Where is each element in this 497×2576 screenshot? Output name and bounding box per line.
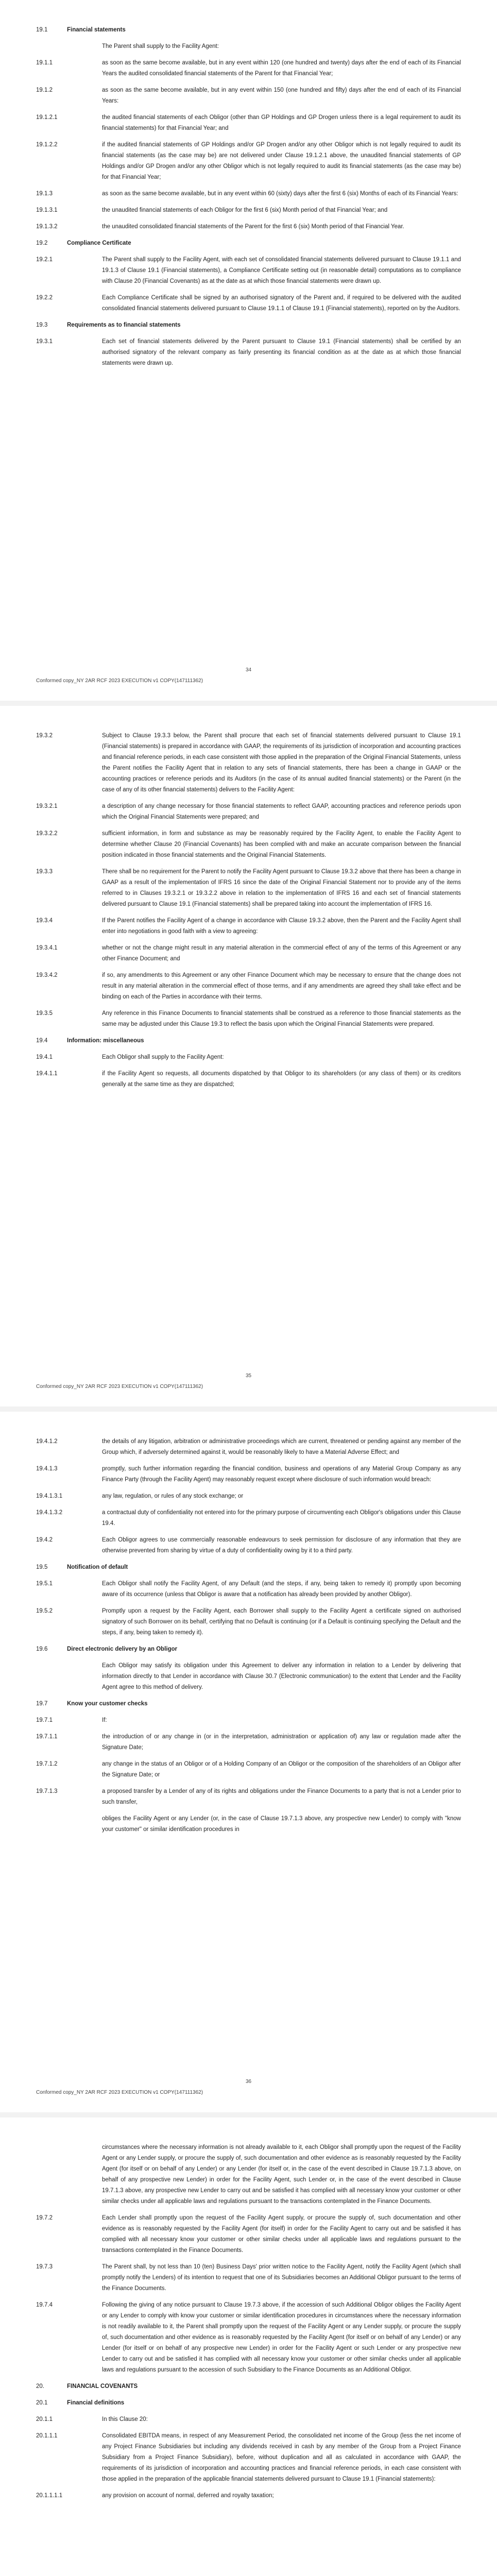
document-page xyxy=(0,2117,497,2576)
heading-text: Information: miscellaneous xyxy=(67,1038,144,1044)
clause-number xyxy=(36,1660,102,1693)
clause-number: 19.7.1.3 xyxy=(36,1788,58,1794)
page-footer xyxy=(36,665,461,686)
clause-number: 19.1.3 xyxy=(36,191,53,197)
clause-paragraph xyxy=(36,1606,461,1638)
clause-number: 19.1.3.2 xyxy=(36,224,58,230)
clause-paragraph xyxy=(36,336,461,369)
clause-paragraph xyxy=(36,801,461,823)
clause-paragraph xyxy=(36,731,461,795)
clause-number: 20.1.1.1 xyxy=(36,2433,58,2439)
document-page xyxy=(0,0,497,701)
clause-number: 19.4.1.1 xyxy=(36,1071,58,1077)
clause-number: 19.3.4 xyxy=(36,918,53,924)
clause-paragraph xyxy=(36,293,461,314)
clause-text: The Parent shall supply to the Facility Agent: xyxy=(102,43,219,49)
clause-number: 19.3.4.2 xyxy=(36,972,58,978)
clause-text: the details of any litigation, arbitration or administrative proceedings which are current, threatened or pending against any member of the Group which, if adversely determined against it, would be reasonably likely to have a Material Adverse Effect; and xyxy=(102,1438,461,1455)
clause-text: In this Clause 20: xyxy=(102,2416,148,2422)
heading-text: Compliance Certificate xyxy=(67,240,131,246)
clause-text: if the Facility Agent so requests, all documents dispatched by that Obligor to its shareholders (or any class of them) or its creditors generally at the same time as they are dispatched; xyxy=(102,1071,461,1088)
heading-text: Financial definitions xyxy=(67,2400,125,2406)
clause-paragraph xyxy=(36,2262,461,2294)
clause-text: promptly, such further information regarding the financial condition, business and operations of any Material Group Company as any Finance Party (through the Facility Agent) may reasonably request except where disclosure of such information would breach: xyxy=(102,1466,461,1483)
clause-number xyxy=(36,1814,102,1835)
clause-number: 19.7.3 xyxy=(36,2264,53,2270)
document-page xyxy=(0,706,497,1406)
clause-text: Each Obligor may satisfy its obligation under this Agreement to deliver any information in relation to a Lender by delivering that information directly to that Lender in accordance with Clause 30.7 (Electronic communication) to the extent that Lender and the Facility Agent agree to this method of delivery. xyxy=(102,1663,461,1690)
clause-number: 19.7.4 xyxy=(36,2302,53,2308)
clause-text: a description of any change necessary for those financial statements to reflect GAAP, accounting practices and reference periods upon which the Original Financial Statements were prepared; and xyxy=(102,803,461,820)
clause-paragraph xyxy=(36,1535,461,1556)
clause-text: sufficient information, in form and substance as may be reasonably required by the Facility Agent, to enable the Facility Agent to determine whether Clause 20 (Financial Covenants) has been complied with and make an accurate comparison between the financial position indicated in those financial statements and the Original Financial Statements. xyxy=(102,831,461,858)
clause-text: the introduction of or any change in (or in the interpretation, administration or application of) any law or regulation made after the Signature Date; xyxy=(102,1734,461,1751)
clause-text: Any reference in this Finance Documents to financial statements shall be construed as a reference to those financial statements as the same may be adjusted under this Clause 19.3 to reflect the basis upon which the Original Financial Statements were prepared. xyxy=(102,1010,461,1027)
clause-number xyxy=(36,41,102,52)
clause-paragraph xyxy=(36,222,461,232)
clause-number: 19.5.1 xyxy=(36,1581,53,1587)
page-number: 35 xyxy=(245,1373,252,1379)
footer-reference: Conformed copy_NY 2AR RCF 2023 EXECUTION v1 COPY(147111362) xyxy=(36,2090,203,2095)
clause-number: 20. xyxy=(36,2383,44,2389)
clause-text: if the audited financial statements of GP Holdings and/or GP Drogen and/or any other Obligor which is not legally required to audit its financial statements (as the case may be) are not delivered under Clause 19.1.2.1 above, the unaudited financial statements of GP Holdings and/or GP Drogen and/or any other Obligor which is not legally required to audit its financial statements (as the case may be) for that Financial Year; xyxy=(102,142,461,180)
clause-text: a contractual duty of confidentiality not entered into for the primary purpose of circumventing each Obligor's obligations under this Clause 19.4. xyxy=(102,1510,461,1527)
clause-text: Each Lender shall promptly upon the request of the Facility Agent supply, or procure the supply of, such documentation and other evidence as is reasonably requested by the Facility Agent (for itself) in order for the Facility Agent to carry out and be satisfied it has complied with all necessary know your customer or other similar checks under all applicable laws and regulations pursuant to the transactions contemplated in the Finance Documents. xyxy=(102,2215,461,2253)
clause-text: if so, any amendments to this Agreement or any other Finance Document which may be necessary to ensure that the change does not result in any material alteration in the commercial effect of those terms, and if any amendments are agreed they shall take effect and be binding on each of the Parties in accordance with their terms. xyxy=(102,972,461,1000)
heading-text: Notification of default xyxy=(67,1564,128,1570)
clause-text: Each Obligor shall supply to the Facility Agent: xyxy=(102,1054,224,1060)
clause-text: Each Obligor shall notify the Facility Agent, of any Default (and the steps, if any, being taken to remedy it) promptly upon becoming aware of its occurrence (unless that Obligor is aware that a notification has already been provided by another Obligor). xyxy=(102,1581,461,1598)
clause-paragraph xyxy=(36,1814,461,1835)
clause-number: 19.4.1 xyxy=(36,1054,53,1060)
clause-paragraph xyxy=(36,2300,461,2376)
clause-text: as soon as the same become available, but in any event within 60 (sixty) days after the first 6 (six) Months of each of its Financial Years: xyxy=(102,191,458,197)
clause-number: 19.4.1.3.2 xyxy=(36,1510,63,1516)
page-number: 34 xyxy=(245,667,252,673)
clause-text: Each set of financial statements delivered by the Parent pursuant to Clause 19.1 (Financial statements) shall be certified by an authorised signatory of the relevant company as fairly presenting its financial condition as at the date as at which those financial statements were drawn up. xyxy=(102,338,461,366)
clause-number: 19.3.2 xyxy=(36,733,53,739)
clause-text: as soon as the same become available, but in any event within 150 (one hundred and fifty) days after the end of each of its Financial Years: xyxy=(102,87,461,104)
clause-number: 19.4.1.3.1 xyxy=(36,1493,63,1499)
clause-text: circumstances where the necessary information is not already available to it, each Obligor shall promptly upon the request of the Facility Agent or any Lender supply, or procure the supply of, such documentation and other evidence as is reasonably requested by the Facility Agent (for itself or on behalf of any Lender) or any Lender (for itself or, in the case of the event described in Clause 19.7.1.3 above, on behalf of any prospective new Lender) in order for the Facility Agent, such Lender or, in the case of the event described in Clause 19.7.1.3 above, any prospective new Lender to carry out and be satisfied it has complied with all necessary know your customer or other similar checks under all applicable laws and regulations pursuant to the transactions contemplated in the Finance Documents. xyxy=(102,2144,461,2205)
clause-number: 19.2.1 xyxy=(36,257,53,263)
clause-paragraph xyxy=(36,1436,461,1458)
heading-text: FINANCIAL COVENANTS xyxy=(67,2383,138,2389)
clause-text: the unaudited consolidated financial statements of the Parent for the first 6 (six) Month period of that Financial Year. xyxy=(102,224,404,230)
page-number: 36 xyxy=(245,2079,252,2084)
clause-paragraph xyxy=(36,2431,461,2485)
heading-text: Know your customer checks xyxy=(67,1701,148,1707)
clause-paragraph xyxy=(36,1579,461,1600)
clause-paragraph xyxy=(36,58,461,79)
clause-paragraph xyxy=(36,970,461,1003)
footer-reference: Conformed copy_NY 2AR RCF 2023 EXECUTION v1 COPY(147111362) xyxy=(36,678,203,684)
clause-number: 19.1.2.2 xyxy=(36,142,58,148)
clause-paragraph xyxy=(36,1786,461,1808)
clause-text: as soon as the same become available, but in any event within 120 (one hundred and twenty) days after the end of each of its Financial Years the audited consolidated financial statements of the Parent for that Financial Year; xyxy=(102,60,461,77)
footer-reference: Conformed copy_NY 2AR RCF 2023 EXECUTION v1 COPY(147111362) xyxy=(36,1384,203,1389)
clause-text: the unaudited financial statements of each Obligor for the first 6 (six) Month period of that Financial Year; and xyxy=(102,207,388,213)
clause-number: 19.1.2.1 xyxy=(36,114,58,121)
clause-number: 19.1.3.1 xyxy=(36,207,58,213)
section-heading xyxy=(36,1036,461,1046)
clause-number xyxy=(36,2142,102,2207)
clause-paragraph xyxy=(36,189,461,199)
clause-text: There shall be no requirement for the Parent to notify the Facility Agent pursuant to Clause 19.3.2 above that there has been a change in GAAP as a result of the implementation of IFRS 16 since the date of the Original Financial Statement nor to provide any of the items referred to in Clauses 19.3.2.1 or 19.3.2.2 above in relation to the implementation of IFRS 16 and each set of financial statements delivered pursuant to Clause 19.1 (Financial statements) shall be prepared taking into account the implementation of IFRS 16. xyxy=(102,869,461,907)
heading-text: Financial statements xyxy=(67,27,126,33)
clause-text: Each Obligor agrees to use commercially reasonable endeavours to seek permission for disclosure of any information that they are otherwise prevented from sharing by virtue of a duty of confidentiality owing by it to a third party. xyxy=(102,1537,461,1554)
clause-paragraph xyxy=(36,828,461,861)
clause-paragraph xyxy=(36,1715,461,1726)
clause-number: 20.1.1 xyxy=(36,2416,53,2422)
clause-number: 19.7.1.1 xyxy=(36,1734,58,1740)
clause-paragraph xyxy=(36,1507,461,1529)
section-heading xyxy=(36,1699,461,1709)
clause-paragraph xyxy=(36,867,461,910)
clause-text: Consolidated EBITDA means, in respect of any Measurement Period, the consolidated net income of the Group (less the net income of any Project Finance Subsidiaries but including any dividends received in cash by any member of the Group from a Project Finance Subsidiary from a Project Finance Subsidiary), before, without duplication and all as calculated in accordance with GAAP, the requirements of its jurisdiction of incorporation and accounting practices and financial reference periods, in each case consistent with those applied in the preparation of the applicable financial statements delivered pursuant to Clause 19.1 (Financial statements): xyxy=(102,2433,461,2482)
clause-paragraph xyxy=(36,1464,461,1485)
section-heading xyxy=(36,238,461,249)
clause-text: If the Parent notifies the Facility Agent of a change in accordance with Clause 19.3.2 above, then the Parent and the Facility Agent shall enter into negotiations in good faith with a view to agreeing: xyxy=(102,918,461,935)
clause-number: 19.3.4.1 xyxy=(36,945,58,951)
clause-number: 19.7.1.2 xyxy=(36,1761,58,1767)
clause-text: Promptly upon a request by the Facility Agent, each Borrower shall supply to the Facility Agent a certificate signed on authorised signatory of such Borrower on its behalf, certifying that no Default is continuing (or if a Default is continuing specifying the Default and the steps, if any, being taken to remedy it). xyxy=(102,1608,461,1636)
clause-number: 19.4.1.2 xyxy=(36,1438,58,1445)
clause-number: 19.4.1.3 xyxy=(36,1466,58,1472)
clause-paragraph xyxy=(36,1052,461,1063)
clause-paragraph xyxy=(36,85,461,107)
clause-text: obliges the Facility Agent or any Lender (or, in the case of Clause 19.7.1.3 above, any prospective new Lender) to comply with "know your customer" or similar identification procedures in xyxy=(102,1816,461,1833)
clause-number: 19.3 xyxy=(36,322,48,328)
clause-number: 19.7 xyxy=(36,1701,48,1707)
page-footer xyxy=(36,2076,461,2098)
clause-text: The Parent shall, by not less than 10 (ten) Business Days' prior written notice to the Facility Agent, notify the Facility Agent (which shall promptly notify the Lenders) of its intention to request that one of its Subsidiaries becomes an Additional Obligor pursuant to the terms of the Finance Documents. xyxy=(102,2264,461,2292)
clause-number: 19.3.2.2 xyxy=(36,831,58,837)
clause-paragraph xyxy=(36,205,461,216)
clause-text: Subject to Clause 19.3.3 below, the Parent shall procure that each set of financial statements delivered pursuant to Clause 19.1 (Financial statements) is prepared in accordance with GAAP, the requirements of its jurisdiction of incorporation and accounting practices and financial reference periods, in each case consistent with those applied in the preparation of the Original Financial Statements, unless the Parent notifies the Facility Agent that in relation to any sets of financial statements, there has been a change in GAAP or the accounting practices or reference periods and its Auditors (in the case of its annual audited financial statements) or the Parent (in the case of any of its other financial statements) delivers to the Facility Agent: xyxy=(102,733,461,793)
page-footer xyxy=(36,1370,461,1392)
section-heading xyxy=(36,25,461,36)
clause-paragraph xyxy=(36,112,461,134)
clause-paragraph xyxy=(36,1660,461,1693)
clause-number: 19.7.1 xyxy=(36,1717,53,1723)
clause-paragraph xyxy=(36,1732,461,1753)
clause-number: 19.3.1 xyxy=(36,338,53,345)
clause-paragraph xyxy=(36,1491,461,1502)
clause-number: 20.1 xyxy=(36,2400,48,2406)
clause-paragraph xyxy=(36,41,461,52)
clause-number: 19.3.2.1 xyxy=(36,803,58,809)
clause-text: a proposed transfer by a Lender of any of its rights and obligations under the Finance Documents to a party that is not a Lender prior to such transfer, xyxy=(102,1788,461,1805)
clause-number: 19.5 xyxy=(36,1564,48,1570)
section-heading xyxy=(36,1562,461,1573)
clause-text: any provision on account of normal, deferred and royalty taxation; xyxy=(102,2493,274,2499)
clause-number: 19.3.3 xyxy=(36,869,53,875)
clause-text: If: xyxy=(102,1717,107,1723)
section-heading xyxy=(36,2398,461,2409)
clause-number: 19.1 xyxy=(36,27,48,33)
clause-text: any change in the status of an Obligor or of a Holding Company of an Obligor or the composition of the shareholders of an Obligor after the Signature Date; or xyxy=(102,1761,461,1778)
clause-number: 19.7.2 xyxy=(36,2215,53,2221)
document-page xyxy=(0,1412,497,2112)
clause-paragraph xyxy=(36,2490,461,2501)
clause-text: the audited financial statements of each Obligor (other than GP Holdings and GP Drogen unless there is a legal requirement to audit its financial statements) for that Financial Year; and xyxy=(102,114,461,131)
clause-text: The Parent shall supply to the Facility Agent, with each set of consolidated financial statements delivered pursuant to Clause 19.1.1 and 19.1.3 of Clause 19.1 (Financial statements), a Compliance Certificate setting out (in reasonable detail) computations as to compliance with Clause 20 (Financial Covenants) as at the date as at which those financial statements were drawn up. xyxy=(102,257,461,284)
clause-number: 20.1.1.1.1 xyxy=(36,2493,63,2499)
clause-number: 19.4.2 xyxy=(36,1537,53,1543)
section-heading xyxy=(36,1644,461,1655)
clause-paragraph xyxy=(36,1759,461,1781)
clause-paragraph xyxy=(36,140,461,183)
clause-number: 19.3.5 xyxy=(36,1010,53,1016)
clause-number: 19.1.1 xyxy=(36,60,53,66)
clause-number: 19.2 xyxy=(36,240,48,246)
clause-number: 19.6 xyxy=(36,1646,48,1652)
clause-number: 19.1.2 xyxy=(36,87,53,93)
clause-number: 19.2.2 xyxy=(36,295,53,301)
section-heading xyxy=(36,2381,461,2392)
heading-text: Direct electronic delivery by an Obligor xyxy=(67,1646,178,1652)
clause-text: Each Compliance Certificate shall be signed by an authorised signatory of the Parent and, if required to be delivered with the audited consolidated financial statements delivered pursuant to Clause 19.1.1 of Clause 19.1 (Financial statements), reported on by the Auditors. xyxy=(102,295,461,312)
clause-paragraph xyxy=(36,1008,461,1030)
clause-paragraph xyxy=(36,943,461,964)
clause-paragraph xyxy=(36,2414,461,2425)
clause-paragraph xyxy=(36,255,461,287)
clause-text: Following the giving of any notice pursuant to Clause 19.7.3 above, if the accession of such Additional Obligor obliges the Facility Agent or any Lender to comply with know your customer or similar identification procedures in circumstances where the necessary information is not readily available to it, the Parent shall promptly upon the request of the Facility Agent or any Lender supply, or procure the supply of, such documentation and other evidence as is reasonably requested by the Facility Agent (for itself or on behalf of any Lender) or any Lender (for itself or on behalf of any prospective new Lender) in order for the Facility Agent or such Lender or any prospective new Lender to carry out and be satisfied it has complied with all necessary know your customer or other similar checks under all applicable laws and regulations pursuant to the accession of such Subsidiary to the Finance Documents as an Additional Obligor. xyxy=(102,2302,461,2373)
clause-number: 19.5.2 xyxy=(36,1608,53,1614)
heading-text: Requirements as to financial statements xyxy=(67,322,181,328)
clause-paragraph xyxy=(36,2213,461,2256)
clause-paragraph xyxy=(36,2142,461,2207)
section-heading xyxy=(36,320,461,331)
clause-text: any law, regulation, or rules of any stock exchange; or xyxy=(102,1493,244,1499)
clause-paragraph xyxy=(36,916,461,937)
clause-text: whether or not the change might result in any material alteration in the commercial effect of any of the terms of this Agreement or any other Finance Document; and xyxy=(102,945,461,962)
clause-paragraph xyxy=(36,1069,461,1090)
clause-number: 19.4 xyxy=(36,1038,48,1044)
